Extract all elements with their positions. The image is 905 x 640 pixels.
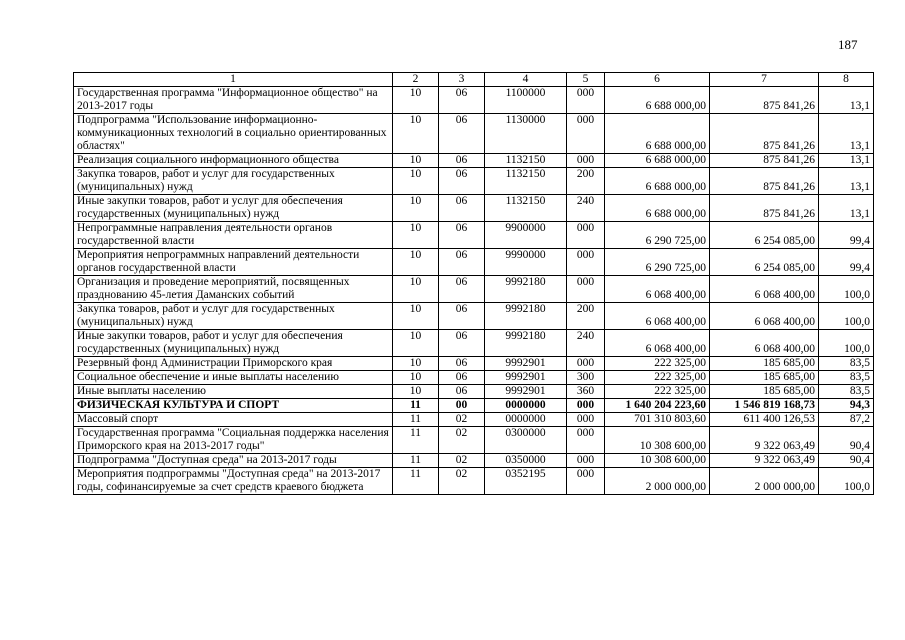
target-code-cell: 0000000 [485,399,567,413]
target-code-cell: 9992901 [485,385,567,399]
target-code-cell: 0350000 [485,454,567,468]
row-name-cell: Подпрограмма "Использование информационно-коммуникационных технологий в социально ориентированных областях" [74,114,393,154]
row-name-cell: Государственная программа "Социальная поддержка населения Приморского края на 2013-2017 годы" [74,427,393,454]
planned-amount-cell: 6 688 000,00 [605,168,710,195]
expense-type-cell: 000 [567,427,605,454]
target-code-cell: 1100000 [485,87,567,114]
expense-type-cell: 000 [567,468,605,495]
table-row [74,427,874,454]
target-code-cell: 9900000 [485,222,567,249]
subsection-code-cell: 06 [439,168,485,195]
percent-cell: 100,0 [819,276,874,303]
table-row [74,454,874,468]
expense-type-cell: 200 [567,303,605,330]
percent-cell: 99,4 [819,222,874,249]
table-row [74,87,874,114]
section-code-cell: 11 [393,454,439,468]
executed-amount-cell: 875 841,26 [710,154,819,168]
row-name-cell: Иные выплаты населению [74,385,393,399]
executed-amount-cell: 9 322 063,49 [710,427,819,454]
subsection-code-cell: 02 [439,468,485,495]
target-code-cell: 9992901 [485,371,567,385]
subsection-code-cell: 06 [439,195,485,222]
subsection-code-cell: 06 [439,87,485,114]
percent-cell: 100,0 [819,468,874,495]
expense-type-cell: 000 [567,114,605,154]
executed-amount-cell: 6 068 400,00 [710,303,819,330]
table-row [74,468,874,495]
section-code-cell: 10 [393,154,439,168]
percent-cell: 90,4 [819,427,874,454]
target-code-cell: 9992180 [485,276,567,303]
subsection-code-cell: 06 [439,114,485,154]
budget-table [73,72,874,495]
executed-amount-cell: 6 254 085,00 [710,222,819,249]
table-row [74,371,874,385]
row-name-cell: Реализация социального информационного общества [74,154,393,168]
planned-amount-cell: 6 068 400,00 [605,303,710,330]
expense-type-cell: 360 [567,385,605,399]
section-code-cell: 11 [393,413,439,427]
row-name-cell: ФИЗИЧЕСКАЯ КУЛЬТУРА И СПОРТ [74,399,393,413]
planned-amount-cell: 6 068 400,00 [605,276,710,303]
section-code-cell: 10 [393,276,439,303]
target-code-cell: 0352195 [485,468,567,495]
percent-cell: 90,4 [819,454,874,468]
section-code-cell: 11 [393,399,439,413]
target-code-cell: 1132150 [485,154,567,168]
planned-amount-cell: 6 290 725,00 [605,249,710,276]
table-row [74,385,874,399]
executed-amount-cell: 875 841,26 [710,87,819,114]
section-code-cell: 10 [393,303,439,330]
row-name-cell: Резервный фонд Администрации Приморского края [74,357,393,371]
planned-amount-cell: 222 325,00 [605,357,710,371]
table-row [74,276,874,303]
executed-amount-cell: 185 685,00 [710,371,819,385]
column-header: 8 [819,73,874,87]
table-row [74,413,874,427]
expense-type-cell: 000 [567,249,605,276]
executed-amount-cell: 875 841,26 [710,195,819,222]
table-row [74,154,874,168]
planned-amount-cell: 6 688 000,00 [605,154,710,168]
subsection-code-cell: 06 [439,357,485,371]
table-row [74,222,874,249]
planned-amount-cell: 6 688 000,00 [605,114,710,154]
row-name-cell: Социальное обеспечение и иные выплаты населению [74,371,393,385]
section-code-cell: 11 [393,468,439,495]
expense-type-cell: 000 [567,454,605,468]
section-code-cell: 10 [393,195,439,222]
column-header: 6 [605,73,710,87]
target-code-cell: 9992180 [485,330,567,357]
section-code-cell: 10 [393,249,439,276]
table-header-row [74,73,874,87]
subsection-code-cell: 06 [439,371,485,385]
expense-type-cell: 000 [567,87,605,114]
planned-amount-cell: 701 310 803,60 [605,413,710,427]
column-header: 1 [74,73,393,87]
section-code-cell: 10 [393,385,439,399]
executed-amount-cell: 2 000 000,00 [710,468,819,495]
column-header: 5 [567,73,605,87]
executed-amount-cell: 611 400 126,53 [710,413,819,427]
percent-cell: 13,1 [819,114,874,154]
planned-amount-cell: 6 688 000,00 [605,195,710,222]
row-name-cell: Мероприятия подпрограммы "Доступная среда" на 2013-2017 годы, софинансируемые за счет средств краевого бюджета [74,468,393,495]
section-code-cell: 10 [393,357,439,371]
planned-amount-cell: 6 068 400,00 [605,330,710,357]
target-code-cell: 1132150 [485,195,567,222]
expense-type-cell: 300 [567,371,605,385]
percent-cell: 100,0 [819,330,874,357]
percent-cell: 94,3 [819,399,874,413]
table-row [74,114,874,154]
executed-amount-cell: 185 685,00 [710,357,819,371]
table-row [74,330,874,357]
planned-amount-cell: 222 325,00 [605,385,710,399]
target-code-cell: 1130000 [485,114,567,154]
row-name-cell: Организация и проведение мероприятий, посвященных празднованию 45-летия Даманских событий [74,276,393,303]
row-name-cell: Иные закупки товаров, работ и услуг для обеспечения государственных (муниципальных) нужд [74,330,393,357]
expense-type-cell: 000 [567,399,605,413]
table-row [74,303,874,330]
expense-type-cell: 000 [567,413,605,427]
executed-amount-cell: 875 841,26 [710,114,819,154]
planned-amount-cell: 222 325,00 [605,371,710,385]
table-row [74,195,874,222]
row-name-cell: Закупка товаров, работ и услуг для государственных (муниципальных) нужд [74,303,393,330]
table-row [74,249,874,276]
column-header: 2 [393,73,439,87]
section-code-cell: 10 [393,371,439,385]
percent-cell: 83,5 [819,385,874,399]
subsection-code-cell: 06 [439,330,485,357]
percent-cell: 13,1 [819,168,874,195]
target-code-cell: 1132150 [485,168,567,195]
row-name-cell: Государственная программа "Информационное общество" на 2013-2017 годы [74,87,393,114]
subsection-code-cell: 06 [439,303,485,330]
percent-cell: 83,5 [819,371,874,385]
planned-amount-cell: 10 308 600,00 [605,427,710,454]
percent-cell: 100,0 [819,303,874,330]
section-code-cell: 10 [393,330,439,357]
table-row [74,399,874,413]
percent-cell: 13,1 [819,154,874,168]
subsection-code-cell: 06 [439,385,485,399]
section-code-cell: 10 [393,114,439,154]
column-header: 7 [710,73,819,87]
row-name-cell: Мероприятия непрограммных направлений деятельности органов государственной власти [74,249,393,276]
percent-cell: 13,1 [819,195,874,222]
row-name-cell: Непрограммные направления деятельности органов государственной власти [74,222,393,249]
executed-amount-cell: 1 546 819 168,73 [710,399,819,413]
table-row [74,168,874,195]
planned-amount-cell: 6 290 725,00 [605,222,710,249]
table-row [74,357,874,371]
executed-amount-cell: 185 685,00 [710,385,819,399]
executed-amount-cell: 6 068 400,00 [710,330,819,357]
target-code-cell: 9992180 [485,303,567,330]
expense-type-cell: 240 [567,195,605,222]
target-code-cell: 0300000 [485,427,567,454]
subsection-code-cell: 00 [439,399,485,413]
expense-type-cell: 240 [567,330,605,357]
subsection-code-cell: 02 [439,413,485,427]
page-number: 187 [838,37,858,52]
row-name-cell: Массовый спорт [74,413,393,427]
subsection-code-cell: 02 [439,427,485,454]
percent-cell: 99,4 [819,249,874,276]
subsection-code-cell: 02 [439,454,485,468]
expense-type-cell: 000 [567,154,605,168]
section-code-cell: 11 [393,427,439,454]
column-header: 3 [439,73,485,87]
column-header: 4 [485,73,567,87]
section-code-cell: 10 [393,87,439,114]
subsection-code-cell: 06 [439,249,485,276]
row-name-cell: Закупка товаров, работ и услуг для государственных (муниципальных) нужд [74,168,393,195]
section-code-cell: 10 [393,222,439,249]
target-code-cell: 9990000 [485,249,567,276]
executed-amount-cell: 6 254 085,00 [710,249,819,276]
percent-cell: 83,5 [819,357,874,371]
target-code-cell: 0000000 [485,413,567,427]
planned-amount-cell: 2 000 000,00 [605,468,710,495]
executed-amount-cell: 6 068 400,00 [710,276,819,303]
expense-type-cell: 000 [567,222,605,249]
subsection-code-cell: 06 [439,276,485,303]
section-code-cell: 10 [393,168,439,195]
expense-type-cell: 000 [567,357,605,371]
executed-amount-cell: 875 841,26 [710,168,819,195]
row-name-cell: Иные закупки товаров, работ и услуг для обеспечения государственных (муниципальных) нужд [74,195,393,222]
target-code-cell: 9992901 [485,357,567,371]
percent-cell: 87,2 [819,413,874,427]
subsection-code-cell: 06 [439,154,485,168]
planned-amount-cell: 6 688 000,00 [605,87,710,114]
expense-type-cell: 000 [567,276,605,303]
planned-amount-cell: 10 308 600,00 [605,454,710,468]
row-name-cell: Подпрограмма "Доступная среда" на 2013-2017 годы [74,454,393,468]
percent-cell: 13,1 [819,87,874,114]
subsection-code-cell: 06 [439,222,485,249]
expense-type-cell: 200 [567,168,605,195]
executed-amount-cell: 9 322 063,49 [710,454,819,468]
planned-amount-cell: 1 640 204 223,60 [605,399,710,413]
